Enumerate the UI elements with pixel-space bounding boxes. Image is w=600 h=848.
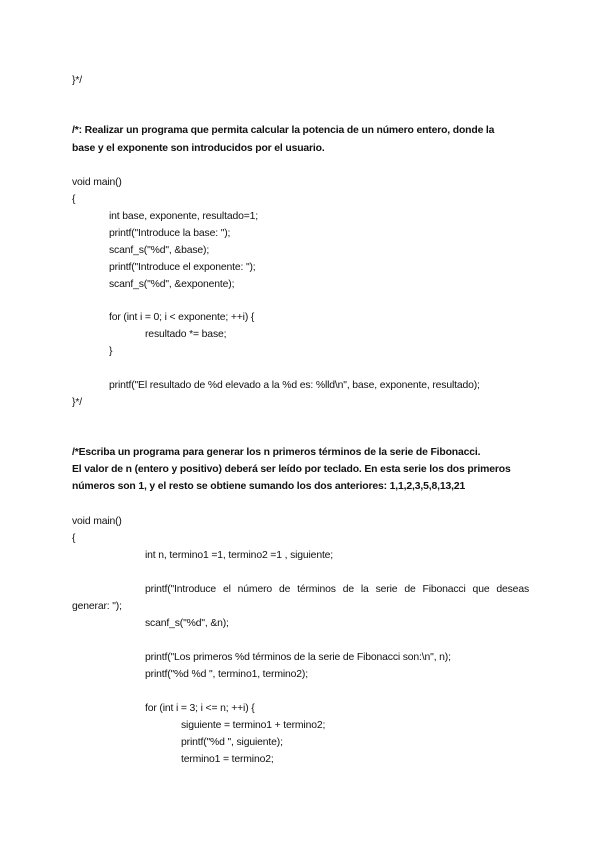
code-line: scanf_s("%d", &exponente); [109,279,235,290]
code-line: scanf_s("%d", &base); [109,245,210,256]
code-line: printf("El resultado de %d elevado a la %d es: %lld\n", base, exponente, resultado); [109,380,480,391]
code-line: { [72,194,76,205]
code-line: siguiente = termino1 + termino2; [181,720,326,731]
exercise-heading-power: /*: Realizar un programa que permita calcular la potencia de un número entero, donde la [72,125,495,136]
code-line: scanf_s("%d", &n); [145,618,229,629]
code-line: printf("Introduce el exponente: "); [109,262,256,273]
code-line: for (int i = 0; i < exponente; ++i) { [109,312,255,323]
code-line: termino1 = termino2; [181,754,274,765]
exercise-heading-power-cont: base y el exponente son introducidos por el usuario. [72,143,325,154]
exercise-heading-fibonacci-cont: números son 1, y el resto se obtiene sumando los dos anteriores: 1,1,2,3,5,8,13,21 [72,481,466,492]
code-line: printf("Introduce el número de términos de la serie de Fibonacci que deseas [145,584,529,595]
code-line: void main() [72,177,122,188]
comment-close: }*/ [72,75,82,86]
code-line: for (int i = 3; i <= n; ++i) { [145,703,255,714]
code-line: int base, exponente, resultado=1; [109,211,259,222]
comment-close: }*/ [72,397,82,408]
code-line: printf("Los primeros %d términos de la serie de Fibonacci son:\n", n); [145,652,451,663]
code-line: void main() [72,516,122,527]
code-line: { [72,533,76,544]
code-line: int n, termino1 =1, termino2 =1 , siguiente; [145,550,334,561]
code-line: } [109,346,113,357]
exercise-heading-fibonacci-cont: El valor de n (entero y positivo) deberá ser leído por teclado. En esta serie los dos primeros [72,464,511,475]
code-line: resultado *= base; [145,329,227,340]
code-line: printf("%d %d ", termino1, termino2); [145,669,308,680]
code-line: printf("Introduce la base: "); [109,228,231,239]
code-line: generar: "); [72,601,122,612]
exercise-heading-fibonacci: /*Escriba un programa para generar los n primeros términos de la serie de Fibonacci. [72,447,481,458]
code-line: printf("%d ", siguiente); [181,737,283,748]
